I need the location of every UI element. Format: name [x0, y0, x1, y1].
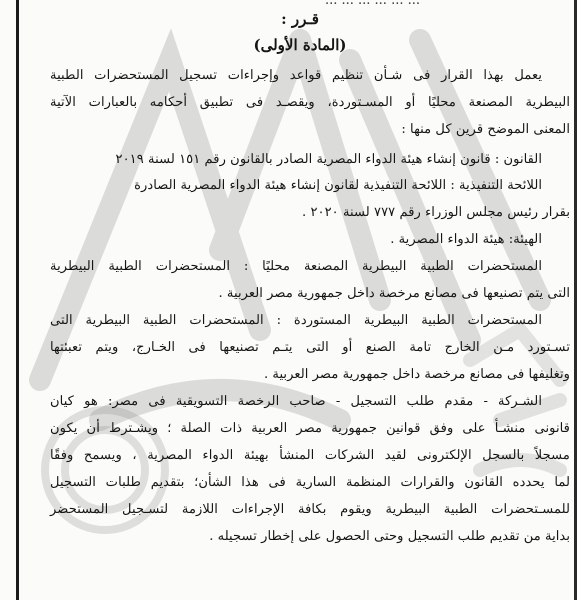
text-line: قانونى منشـأ على وفق قوانين جمهورية مصر العربية ذات الصلة ؛ ويشـترط أن يكون [50, 421, 570, 436]
text-line: بداية من تقديم طلب التسجيل وحتى الحصول على إخطار تسجيله . [209, 529, 570, 544]
text-line: المعنى الموضح قرين كل منها : [401, 122, 570, 137]
text-line: بقرار رئيس مجلس الوزراء رقم ٧٧٧ لسنة ٢٠٢٠ . [302, 205, 570, 220]
text-line: المستحضرات الطبية البيطرية المصنعة محليًا : المستحضرات الطبية البيطرية [50, 259, 542, 274]
text-line: تسـتورد مـن الخارج تامة الصنع أو التى يتـم تصنيعها فى الخـارج، ويتم تعبئتها [50, 340, 570, 355]
text-line: يعمل بهذا القرار فى شـأن تنظيم قواعد وإجراءات تسجيل المستحضرات الطبية [50, 68, 542, 83]
text-line: الشـركة - مقدم طلب التسجيل - صاحب الرخصة التسويقية فى مصر: هو كيان [50, 394, 542, 409]
text-line: التى يتم تصنيعها فى مصانع مرخصة داخل جمهورية مصر العربية . [218, 286, 570, 301]
text-line: مسجلاً بالسجل الإلكترونى لقيد الشركات المنشأ بهيئة الدواء المصرية ، ويسمح وفقًا [50, 448, 570, 463]
text-line: للمسـتحضرات الطبية البيطرية ويقوم بكافة الإجراءات اللازمة لتسـجيل المستحضر [50, 502, 570, 517]
decree-title: قـرر : [281, 10, 319, 28]
previous-line-fragment: ... ... ... ... ... ... [324, 0, 420, 8]
text-line: لما يحدده القانون والقرارات المنظمة السارية فى هذا الشأن؛ بتقديم طلبات التسجيل [50, 475, 570, 490]
text-line: المستحضرات الطبية البيطرية المستوردة : المستحضرات الطبية البيطرية التى [50, 313, 542, 328]
text-line: وتغليفها فى مصانع مرخصة داخل جمهورية مصر العربية . [263, 367, 570, 382]
article-heading: (المادة الأولى) [253, 36, 347, 54]
text-line: البيطرية المصنعة محليًا أو المسـتوردة، ويقصـد فى تطبيق أحكامه بالعبارات الآتية [50, 95, 570, 110]
decree-text [30, 0, 570, 600]
text-line: اللائحة التنفيذية : اللائحة التنفيذية لقانون إنشاء هيئة الدواء المصرية الصادرة [134, 178, 542, 193]
page-edge-left [16, 0, 19, 600]
text-line: القانون : قانون إنشاء هيئة الدواء المصرية الصادر بالقانون رقم ١٥١ لسنة ٢٠١٩ [115, 152, 542, 167]
text-line: الهيئة: هيئة الدواء المصرية . [390, 232, 542, 247]
